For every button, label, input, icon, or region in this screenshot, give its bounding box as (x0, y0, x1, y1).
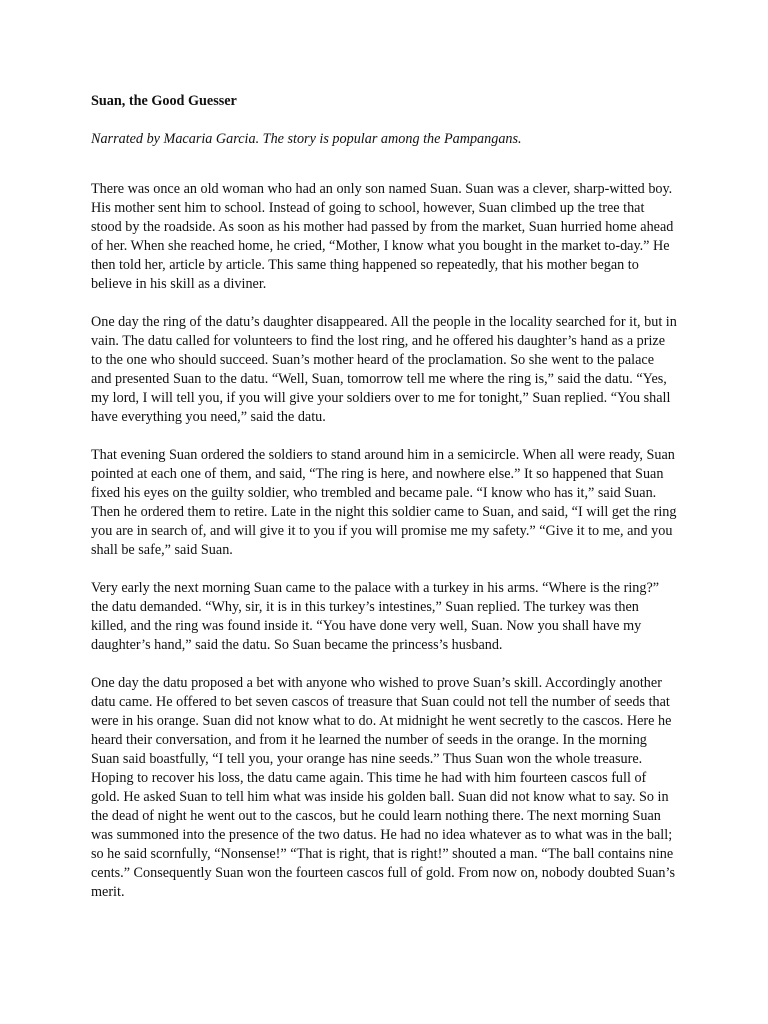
paragraph-1: There was once an old woman who had an only son named Suan. Suan was a clever, sharp-witted boy. His mother sent him to school. Instead of going to school, however, Suan climbed up the tree that stood by the roadside. As soon as his mother had passed by from the market, Suan hurried home ahead of her. When she reached home, he cried, “Mother, I know what you bought in the market to-day.” He then told her, article by article. This same thing happened so repeatedly, that his mother began to believe in his skill as a diviner. (91, 181, 674, 292)
paragraph-5: One day the datu proposed a bet with anyone who wished to prove Suan’s skill. Accordingly another datu came. He offered to bet seven cascos of treasure that Suan could not tell the number of seeds that were in his orange. Suan did not know what to do. At midnight he went secretly to the cascos. Here he heard their conversation, and from it he learned the number of seeds in the orange. In the morning Suan said boastfully, “I tell you, your orange has nine seeds.” Thus Suan won the whole treasure. Hoping to recover his loss, the datu came again. This time he had with him fourteen cascos full of gold. He asked Suan to tell him what was inside his golden ball. Suan did not know what to say. So in the dead of night he went out to the cascos, but he could learn nothing there. The next morning Suan was summoned into the presence of the two datus. He had no idea whatever as to what was in the ball; so he said scornfully, “Nonsense!” “That is right, that is right!” shouted a man. “The ball contains nine cents.” Consequently Suan won the fourteen cascos full of gold. From now on, nobody doubted Suan’s merit. (91, 675, 675, 900)
paragraph-3: That evening Suan ordered the soldiers to stand around him in a semicircle. When all were ready, Suan pointed at each one of them, and said, “The ring is here, and nowhere else.” It so happened that Suan fixed his eyes on the guilty soldier, who trembled and became pale. “I know who has it,” said Suan. Then he ordered them to retire. Late in the night this soldier came to Suan, and said, “I will get the ring you are in search of, and will give it to you if you will promise me my safety.” “Give it to me, and you shall be safe,” said Suan. (91, 447, 677, 558)
story-title: Suan, the Good Guesser (91, 93, 237, 109)
paragraph-2: One day the ring of the datu’s daughter disappeared. All the people in the locality searched for it, but in vain. The datu called for volunteers to find the lost ring, and he offered his daughter’s hand as a prize to the one who should succeed. Suan’s mother heard of the proclamation. So she went to the palace and presented Suan to the datu. “Well, Suan, tomorrow tell me where the ring is,” said the datu. “Yes, my lord, I will tell you, if you will give your soldiers over to me for tonight,” Suan replied. “You shall have everything you need,” said the datu. (91, 314, 677, 425)
narrator-note: Narrated by Macaria Garcia. The story is popular among the Pampangans. (91, 131, 522, 147)
paragraph-4: Very early the next morning Suan came to the palace with a turkey in his arms. “Where is the ring?” the datu demanded. “Why, sir, it is in this turkey’s intestines,” Suan replied. The turkey was then killed, and the ring was found inside it. “You have done very well, Suan. Now you shall have my daughter’s hand,” said the datu. So Suan became the princess’s husband. (91, 580, 660, 653)
